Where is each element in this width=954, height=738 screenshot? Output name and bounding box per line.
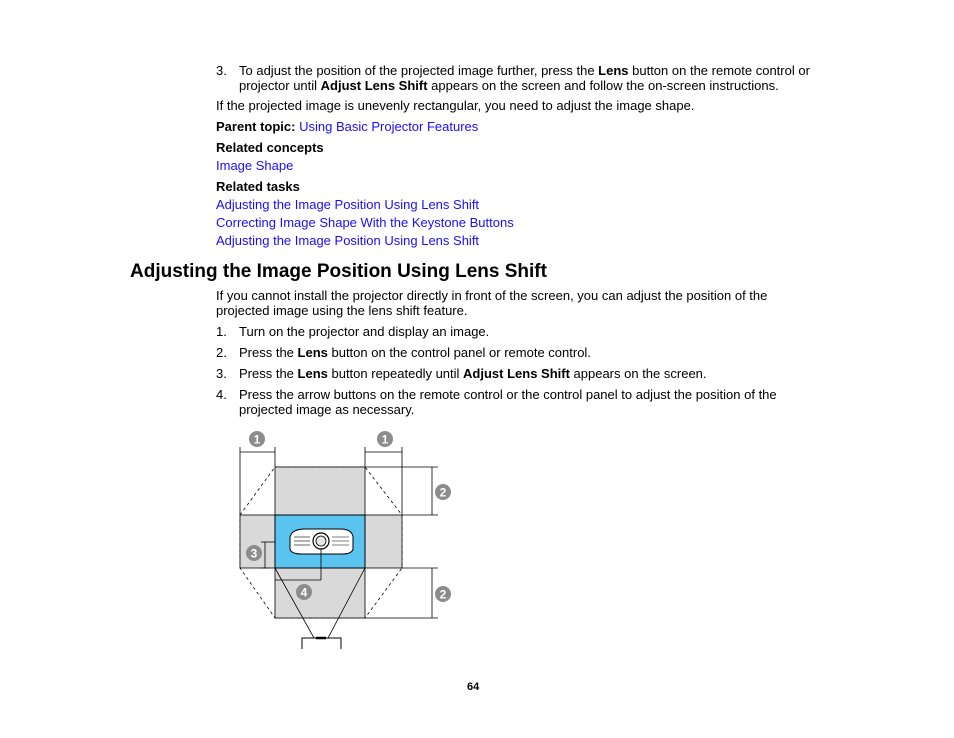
parent-topic <box>216 119 478 134</box>
related-task-link[interactable]: Adjusting the Image Position Using Lens Shift <box>216 197 480 212</box>
callout-2-bottom <box>435 586 451 602</box>
step-number: 4. <box>216 387 227 402</box>
step-text: Press the Lens button on the control panel or remote control. <box>239 345 591 360</box>
parent-topic-link[interactable]: Using Basic Projector Features <box>299 119 479 134</box>
parent-topic-label: Parent topic: <box>216 119 296 134</box>
svg-text:3: 3 <box>250 546 258 561</box>
step-number: 3. <box>216 63 227 78</box>
section-title: Adjusting the Image Position Using Lens Shift <box>130 261 547 282</box>
related-tasks-label: Related tasks <box>216 179 300 194</box>
lens-shift-diagram <box>230 425 460 655</box>
step-text: Turn on the projector and display an image. <box>239 324 490 339</box>
related-concept-link[interactable]: Image Shape <box>216 158 294 173</box>
svg-text:1: 1 <box>381 432 389 447</box>
svg-text:2: 2 <box>439 587 447 602</box>
callout-3 <box>246 545 262 561</box>
uneven-note: If the projected image is unevenly rectangular, you need to adjust the image shape. <box>216 98 695 113</box>
callout-1-right <box>377 431 393 447</box>
related-concepts-label: Related concepts <box>216 140 324 155</box>
projector-icon <box>290 529 353 554</box>
step-text: Press the Lens button repeatedly until Adjust Lens Shift appears on the screen. <box>239 366 707 381</box>
step-number: 2. <box>216 345 227 360</box>
step-text: Press the arrow buttons on the remote control or the control panel to adjust the position of the projected image as necessary. <box>239 387 777 417</box>
related-task-link[interactable]: Correcting Image Shape With the Keystone Buttons <box>216 215 514 230</box>
callout-1-left <box>249 431 265 447</box>
step-number: 1. <box>216 324 227 339</box>
intro-text: If you cannot install the projector directly in front of the screen, you can adjust the position of the projected image using the lens shift feature. <box>216 288 768 318</box>
step-text: To adjust the position of the projected image further, press the Lens button on the remote control or projector until Adjust Lens Shift appears on the screen and follow the on-screen instructions. <box>239 63 810 93</box>
callout-4 <box>296 584 312 600</box>
projector-outline <box>302 638 341 649</box>
svg-text:1: 1 <box>253 432 261 447</box>
svg-text:2: 2 <box>439 485 447 500</box>
page-number: 64 <box>467 681 480 693</box>
callout-2-top <box>435 484 451 500</box>
related-task-link[interactable]: Adjusting the Image Position Using Lens Shift <box>216 233 480 248</box>
step-number: 3. <box>216 366 227 381</box>
svg-text:4: 4 <box>300 585 308 600</box>
